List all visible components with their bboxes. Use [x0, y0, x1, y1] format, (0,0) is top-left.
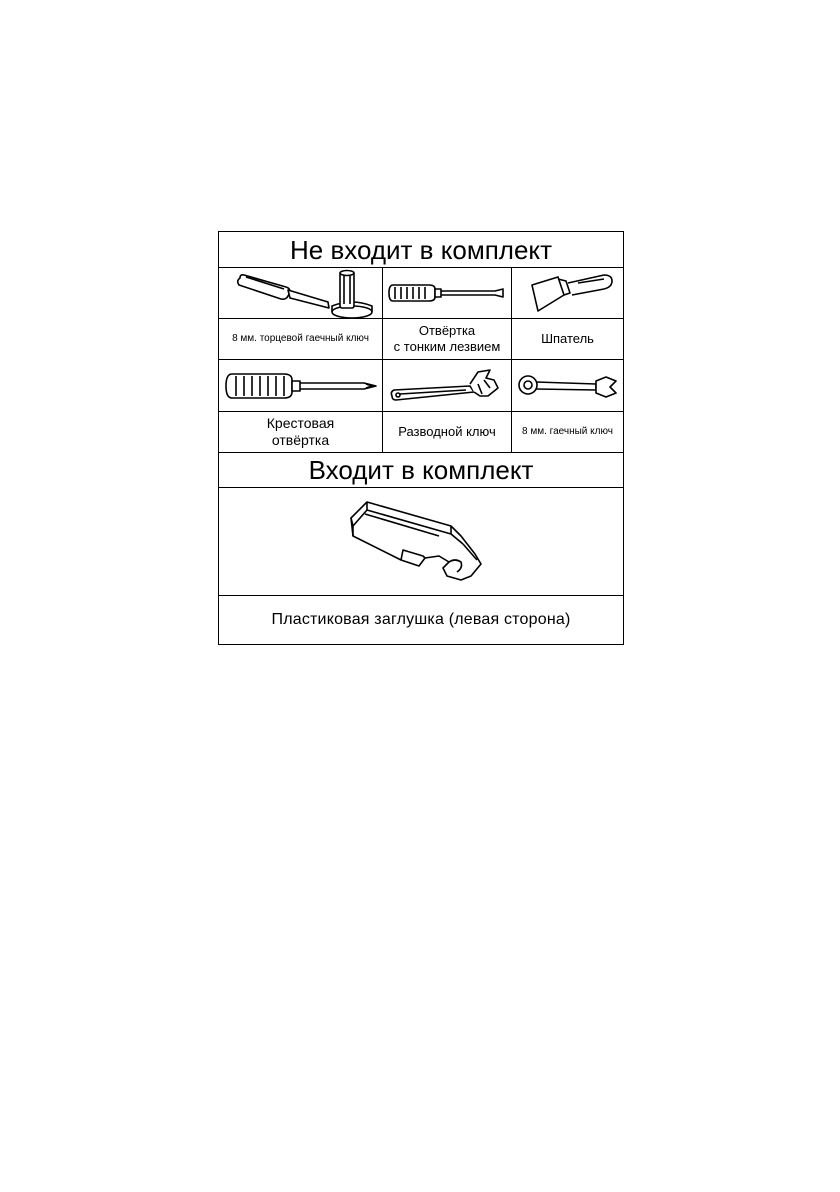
spatula-label: Шпатель	[512, 319, 624, 360]
flat-screwdriver-cell	[383, 268, 512, 319]
socket-wrench-cell	[219, 268, 383, 319]
not-included-header: Не входит в комплект	[219, 232, 624, 268]
flat-screwdriver-label	[383, 319, 512, 360]
phillips-screwdriver-label-line1: Крестовая	[266, 414, 335, 431]
phillips-screwdriver-label	[219, 412, 383, 453]
included-header: Входит в комплект	[219, 453, 624, 488]
adjustable-wrench-label: Разводной ключ	[383, 412, 512, 453]
phillips-screwdriver-cell	[219, 360, 383, 412]
tools-table	[218, 231, 624, 645]
flat-screwdriver-label-line2: с тонким лезвием	[393, 339, 501, 354]
socket-wrench-label: 8 мм. торцевой гаечный ключ	[219, 319, 383, 360]
phillips-screwdriver-label-line2: отвёртка	[271, 432, 330, 448]
socket-wrench-icon	[226, 268, 376, 318]
combination-wrench-label: 8 мм. гаечный ключ	[512, 412, 624, 453]
plastic-plug-icon	[341, 496, 501, 588]
adjustable-wrench-icon	[386, 366, 508, 406]
flat-screwdriver-icon	[385, 275, 509, 311]
flat-screwdriver-label-line1: Отвёртка	[418, 322, 476, 338]
phillips-screwdriver-icon	[222, 366, 380, 406]
combination-wrench-cell	[512, 360, 624, 412]
spatula-cell	[512, 268, 624, 319]
plastic-plug-label: Пластиковая заглушка (левая сторона)	[219, 596, 624, 645]
plastic-plug-cell	[219, 488, 624, 596]
combination-wrench-icon	[516, 371, 620, 401]
adjustable-wrench-cell	[383, 360, 512, 412]
spatula-icon	[516, 271, 620, 315]
